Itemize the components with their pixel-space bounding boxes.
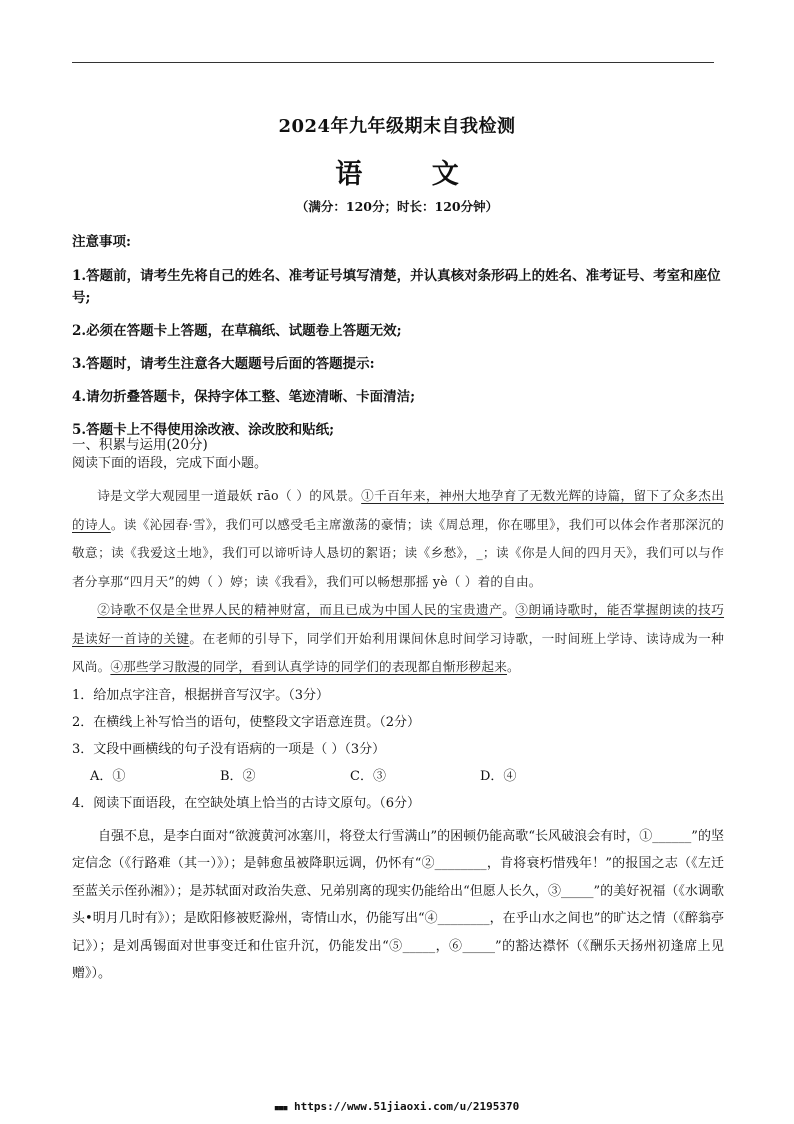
- exam-title: 2024年九年级期末自我检测: [278, 116, 516, 137]
- notice-item: 2.必须在答题卡上答题，在草稿纸、试题卷上答题无效;: [72, 323, 402, 339]
- footer-watermark: [0, 1100, 794, 1113]
- poetry-fill-text: 自强不息，是李白面对“欲渡黄河冰塞川，将登太行雪满山”的困顿仍能高歌“长风破浪会有时，①______”的坚定信念（《行路难（其一）》）；是韩愈虽被降职远调，仍怀有“②________，肯将衰朽惜残年！”的报国之志（《左迁至蓝关示侄孙湘》）；是苏轼面对政治失意、兄弟别离的现实仍能给出“但愿人长久，③_____”的美好祝福（《水调歌头•明月几时有》）；是欧阳修被贬滁州，寄情山水，仍能写出“④________，在乎山水之间也”的旷达之情（《醉翁亭记》）；是刘禹锡面对世事变迁和仕宦升沉，仍能发出“⑤_____，⑥_____”的豁达襟怀（《酬乐天扬州初逢席上见赠》）。: [72, 828, 724, 981]
- footer-url[interactable]: https://www.51jiaoxi.com/u/2195370: [294, 1100, 520, 1113]
- passage-text: 。读《沁园春·雪》，我们可以感受毛主席激荡的豪情；读《周总理，你在哪里》，我们可以体会作者那深沉的敬意；读《我爱这土地》，我们可以谛听诗人恳切的絮语；读《乡愁》，_；读《你是人间的四月天》，我们可以与作者分享那“四月天”的娉（ ）婷；读《我看》，我们可以畅想那摇 yè（ ）着的自由。: [72, 516, 725, 589]
- option-b: B．②: [220, 768, 256, 784]
- passage-paragraph-1: [72, 482, 724, 596]
- notice-item: 3.答题时，请考生注意各大题题号后面的答题提示:: [72, 356, 375, 372]
- underlined-sentence-2: ②诗歌不仅是全世界人民的精神财富，而且已成为中国人民的宝贵遗产: [97, 602, 503, 617]
- question-3: 3．文段中画横线的句子没有语病的一项是（ ）（3分）: [72, 741, 386, 757]
- reading-passage: [72, 482, 724, 682]
- question-1: 1．给加点字注音，根据拼音写汉字。（3分）: [72, 687, 330, 703]
- poetry-fill-passage: [72, 823, 724, 988]
- subject-title: 语 文: [335, 159, 489, 190]
- notice-section: [72, 226, 724, 452]
- option-c: C．③: [350, 768, 386, 784]
- section-instruction: 阅读下面的语段，完成下面小题。: [72, 456, 268, 471]
- top-divider: [72, 62, 714, 63]
- question-4: 4．阅读下面语段，在空缺处填上恰当的古诗文原句。（6分）: [72, 795, 421, 811]
- exam-meta: （满分：120分；时长：120分钟）: [295, 199, 499, 214]
- question-3-options: [72, 763, 724, 790]
- option-d: D．④: [480, 768, 517, 784]
- passage-text: 。: [502, 602, 516, 617]
- notice-heading: 注意事项:: [72, 234, 131, 250]
- section-accumulation: [72, 437, 724, 988]
- passage-text: 诗是文学大观园里一道最妖 rāo（ ）的风景。: [97, 488, 362, 503]
- underlined-sentence-1: ①千百年来，神州大地孕育了无数光辉的诗篇，留下了众多杰出的诗人: [72, 488, 724, 532]
- passage-text: 。在老师的引导下，同学们开始利用课间休息时间学习诗歌，一时间班上学诗、读诗成为一种风尚。: [72, 630, 724, 674]
- passage-text: 。: [507, 659, 520, 674]
- question-2: 2．在横线上补写恰当的语句，使整段文字语意连贯。（2分）: [72, 714, 421, 730]
- option-a: A．①: [90, 768, 126, 784]
- section-title: 一、积累与运用(20分): [72, 437, 208, 453]
- notice-item: 5.答题卡上不得使用涂改液、涂改胶和贴纸;: [72, 422, 335, 438]
- notice-item: 4.请勿折叠答题卡，保持字体工整、笔迹清晰、卡面清洁;: [72, 389, 416, 405]
- notice-item: 1.答题前，请考生先将自己的姓名、准考证号填写清楚，并认真核对条形码上的姓名、准考证号、考室和座位号;: [72, 268, 721, 306]
- footer-mark: ■■■: [274, 1104, 288, 1112]
- underlined-sentence-3: ③朗诵诗歌时，能否掌握朗读的技巧是读好一首诗的关键: [72, 602, 725, 646]
- underlined-sentence-4: ④那些学习散漫的同学，看到认真学诗的同学们的表现都自惭形秽起来: [110, 659, 507, 674]
- passage-paragraph-2: [72, 596, 724, 682]
